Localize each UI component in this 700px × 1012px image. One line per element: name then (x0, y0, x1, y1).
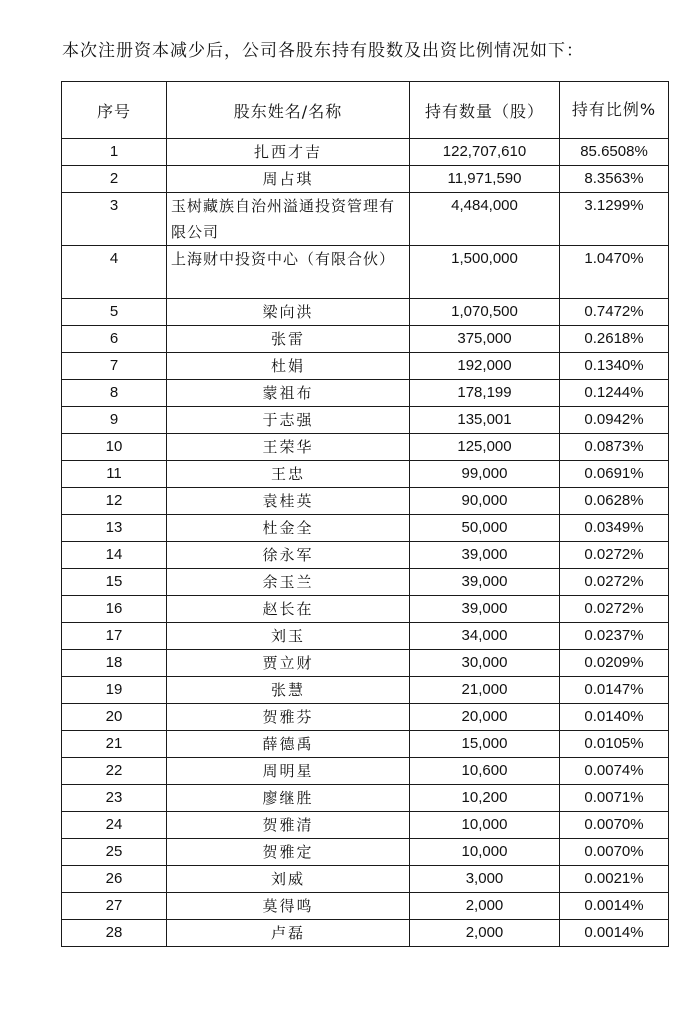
cell-pct: 0.0014% (560, 893, 669, 920)
cell-pct: 1.0470% (560, 246, 669, 299)
cell-name: 周明星 (167, 758, 410, 785)
cell-shares: 50,000 (410, 515, 560, 542)
cell-shares: 39,000 (410, 569, 560, 596)
cell-pct: 0.0209% (560, 650, 669, 677)
cell-pct: 0.0021% (560, 866, 669, 893)
table-row (62, 623, 669, 650)
table-row (62, 434, 669, 461)
table-row (62, 488, 669, 515)
cell-shares: 10,600 (410, 758, 560, 785)
table-row (62, 515, 669, 542)
cell-no: 27 (62, 893, 167, 920)
table-row (62, 246, 669, 299)
cell-shares: 1,070,500 (410, 299, 560, 326)
cell-shares: 30,000 (410, 650, 560, 677)
cell-shares: 10,000 (410, 812, 560, 839)
cell-shares: 2,000 (410, 893, 560, 920)
cell-no: 4 (62, 246, 167, 299)
cell-shares: 10,200 (410, 785, 560, 812)
cell-no: 3 (62, 193, 167, 246)
table-row (62, 299, 669, 326)
table-row (62, 542, 669, 569)
cell-no: 18 (62, 650, 167, 677)
cell-name: 杜娟 (167, 353, 410, 380)
cell-pct: 0.0272% (560, 596, 669, 623)
cell-name: 莫得鸣 (167, 893, 410, 920)
cell-pct: 0.0873% (560, 434, 669, 461)
cell-name: 贺雅芬 (167, 704, 410, 731)
cell-name: 玉树藏族自治州溢通投资管理有限公司 (167, 193, 410, 246)
table-row (62, 461, 669, 488)
table-row (62, 893, 669, 920)
cell-name: 扎西才吉 (167, 139, 410, 166)
cell-name: 刘威 (167, 866, 410, 893)
cell-shares: 1,500,000 (410, 246, 560, 299)
cell-name: 卢磊 (167, 920, 410, 947)
cell-no: 9 (62, 407, 167, 434)
cell-name: 贺雅定 (167, 839, 410, 866)
table-row (62, 326, 669, 353)
cell-pct: 0.0147% (560, 677, 669, 704)
cell-no: 16 (62, 596, 167, 623)
table-row (62, 758, 669, 785)
cell-name: 张慧 (167, 677, 410, 704)
cell-no: 12 (62, 488, 167, 515)
table-row (62, 839, 669, 866)
cell-pct: 0.0071% (560, 785, 669, 812)
cell-name: 上海财中投资中心（有限合伙） (167, 246, 410, 299)
cell-name: 张雷 (167, 326, 410, 353)
cell-shares: 3,000 (410, 866, 560, 893)
cell-no: 25 (62, 839, 167, 866)
cell-no: 5 (62, 299, 167, 326)
cell-pct: 0.1340% (560, 353, 669, 380)
cell-name: 王忠 (167, 461, 410, 488)
cell-name: 王荣华 (167, 434, 410, 461)
table-row (62, 166, 669, 193)
cell-no: 6 (62, 326, 167, 353)
cell-no: 7 (62, 353, 167, 380)
cell-no: 26 (62, 866, 167, 893)
cell-name: 贾立财 (167, 650, 410, 677)
cell-pct: 0.2618% (560, 326, 669, 353)
cell-pct: 0.0942% (560, 407, 669, 434)
cell-pct: 0.1244% (560, 380, 669, 407)
cell-name: 梁向洪 (167, 299, 410, 326)
cell-pct: 0.0070% (560, 812, 669, 839)
cell-no: 1 (62, 139, 167, 166)
table-row (62, 731, 669, 758)
table-row (62, 866, 669, 893)
table-body (62, 139, 669, 947)
table-row (62, 139, 669, 166)
cell-name: 廖继胜 (167, 785, 410, 812)
table-row (62, 812, 669, 839)
table-row (62, 353, 669, 380)
table-row (62, 596, 669, 623)
table-row (62, 920, 669, 947)
cell-no: 21 (62, 731, 167, 758)
cell-no: 14 (62, 542, 167, 569)
table-row (62, 407, 669, 434)
cell-pct: 0.0070% (560, 839, 669, 866)
cell-name: 杜金全 (167, 515, 410, 542)
cell-shares: 375,000 (410, 326, 560, 353)
cell-pct: 0.0140% (560, 704, 669, 731)
cell-name: 蒙祖布 (167, 380, 410, 407)
table-row (62, 704, 669, 731)
cell-shares: 125,000 (410, 434, 560, 461)
cell-no: 15 (62, 569, 167, 596)
cell-no: 23 (62, 785, 167, 812)
cell-no: 2 (62, 166, 167, 193)
cell-pct: 0.0691% (560, 461, 669, 488)
cell-no: 24 (62, 812, 167, 839)
table-header-row (62, 82, 669, 139)
cell-name: 余玉兰 (167, 569, 410, 596)
cell-shares: 135,001 (410, 407, 560, 434)
cell-pct: 0.7472% (560, 299, 669, 326)
cell-pct: 0.0237% (560, 623, 669, 650)
cell-no: 8 (62, 380, 167, 407)
cell-shares: 11,971,590 (410, 166, 560, 193)
cell-shares: 178,199 (410, 380, 560, 407)
cell-name: 袁桂英 (167, 488, 410, 515)
cell-no: 28 (62, 920, 167, 947)
cell-shares: 15,000 (410, 731, 560, 758)
cell-no: 19 (62, 677, 167, 704)
cell-shares: 2,000 (410, 920, 560, 947)
cell-pct: 0.0628% (560, 488, 669, 515)
cell-no: 22 (62, 758, 167, 785)
header-no: 序号 (62, 82, 167, 139)
header-pct: 持有比例% (560, 82, 669, 139)
cell-pct: 85.6508% (560, 139, 669, 166)
header-name: 股东姓名/名称 (167, 82, 410, 139)
shareholder-table (61, 81, 669, 947)
cell-name: 徐永军 (167, 542, 410, 569)
cell-shares: 21,000 (410, 677, 560, 704)
cell-pct: 0.0272% (560, 542, 669, 569)
table-row (62, 650, 669, 677)
cell-shares: 39,000 (410, 596, 560, 623)
cell-shares: 192,000 (410, 353, 560, 380)
cell-name: 周占琪 (167, 166, 410, 193)
cell-name: 刘玉 (167, 623, 410, 650)
cell-name: 贺雅清 (167, 812, 410, 839)
cell-no: 20 (62, 704, 167, 731)
header-shares: 持有数量（股） (410, 82, 560, 139)
cell-pct: 0.0105% (560, 731, 669, 758)
table-row (62, 380, 669, 407)
table-row (62, 569, 669, 596)
cell-pct: 0.0074% (560, 758, 669, 785)
cell-shares: 20,000 (410, 704, 560, 731)
cell-pct: 0.0349% (560, 515, 669, 542)
cell-shares: 39,000 (410, 542, 560, 569)
cell-no: 13 (62, 515, 167, 542)
cell-shares: 10,000 (410, 839, 560, 866)
cell-no: 11 (62, 461, 167, 488)
cell-no: 17 (62, 623, 167, 650)
table-row (62, 193, 669, 246)
table-row (62, 677, 669, 704)
cell-no: 10 (62, 434, 167, 461)
cell-shares: 99,000 (410, 461, 560, 488)
cell-shares: 122,707,610 (410, 139, 560, 166)
cell-shares: 90,000 (410, 488, 560, 515)
cell-pct: 0.0014% (560, 920, 669, 947)
intro-text: 本次注册资本减少后，公司各股东持有股数及出资比例情况如下： (62, 41, 584, 61)
cell-name: 赵长在 (167, 596, 410, 623)
cell-name: 于志强 (167, 407, 410, 434)
cell-shares: 4,484,000 (410, 193, 560, 246)
cell-pct: 0.0272% (560, 569, 669, 596)
cell-shares: 34,000 (410, 623, 560, 650)
cell-pct: 8.3563% (560, 166, 669, 193)
cell-pct: 3.1299% (560, 193, 669, 246)
table-row (62, 785, 669, 812)
cell-name: 薛德禹 (167, 731, 410, 758)
